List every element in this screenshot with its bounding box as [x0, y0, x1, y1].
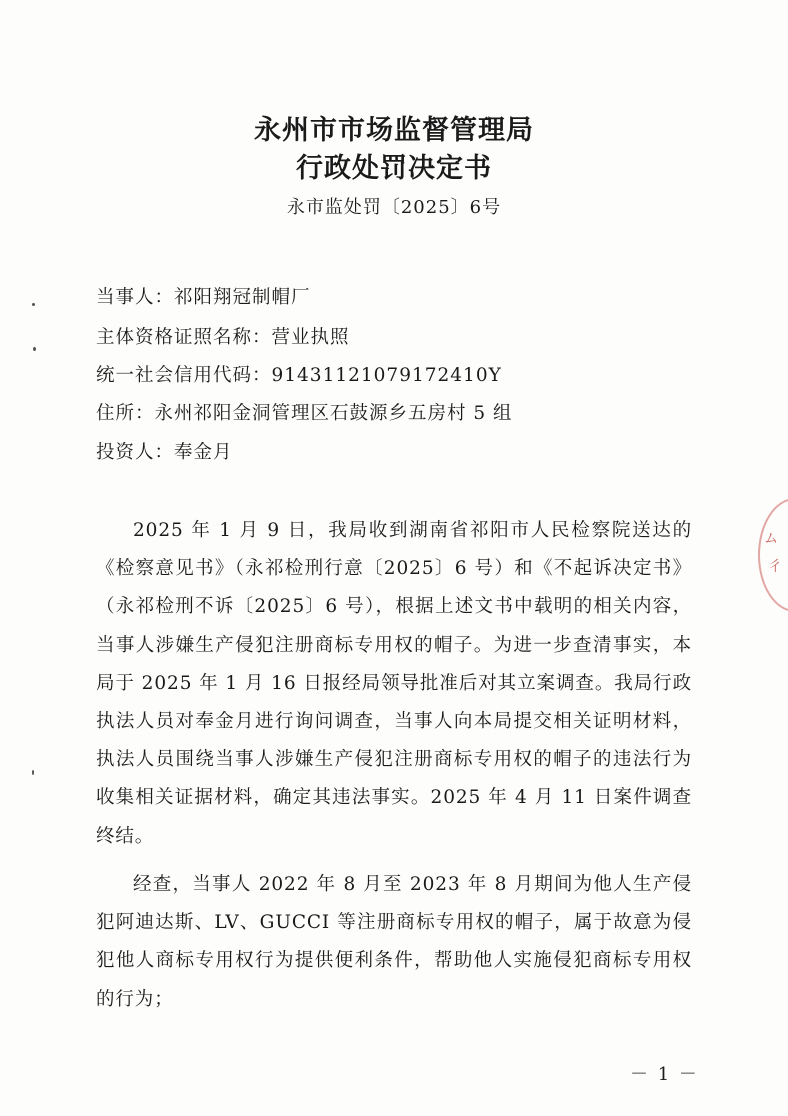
- party-credit-code: 统一社会信用代码：91431121079172410Y: [96, 365, 502, 386]
- body-paragraph: 经查，当事人 2022 年 8 月至 2023 年 8 月期间为他人生产侵犯阿迪达斯、LV、GUCCI 等注册商标专用权的帽子，属于故意为侵犯他人商标专用权行为提供便利条件，帮助他人实施侵犯商标专用权的行为；: [96, 874, 692, 1010]
- party-address: 住所：永州祁阳金洞管理区石鼓源乡五房村 5 组: [96, 403, 513, 424]
- seal-mark: ム: [764, 531, 778, 547]
- page-number: － 1 －: [630, 1064, 699, 1085]
- seal-mark: 彳: [768, 559, 782, 575]
- party-license-type: 主体资格证照名称：营业执照: [96, 327, 350, 348]
- official-seal-edge: [758, 498, 788, 612]
- document-title: 行政处罚决定书: [296, 153, 492, 184]
- party-name: 当事人：祁阳翔冠制帽厂: [96, 287, 311, 308]
- scan-speck: [32, 303, 35, 306]
- body-paragraph: 2025 年 1 月 9 日，我局收到湖南省祁阳市人民检察院送达的《检察意见书》（永祁检刑行意〔2025〕6 号）和《不起诉决定书》（永祁检刑不诉〔2025〕6 号），根据上述文书中载明的相关内容，当事人涉嫌生产侵犯注册商标专用权的帽子。为进一步查清事实，本局于 2025 年 1 月 16 日报经局领导批准后对其立案调查。我局行政执法人员对奉金月进行询问调查，当事人向本局提交相关证明材料，执法人员围绕当事人涉嫌生产侵犯注册商标专用权的帽子的违法行为收集相关证据材料，确定其违法事实。2025 年 4 月 11 日案件调查终结。: [96, 520, 692, 847]
- scan-speck: [33, 347, 36, 351]
- document-number: 永市监处罚〔2025〕6号: [286, 197, 502, 218]
- party-investor: 投资人：奉金月: [96, 442, 233, 463]
- issuer-title: 永州市市场监督管理局: [254, 115, 534, 146]
- scan-speck: [32, 770, 34, 775]
